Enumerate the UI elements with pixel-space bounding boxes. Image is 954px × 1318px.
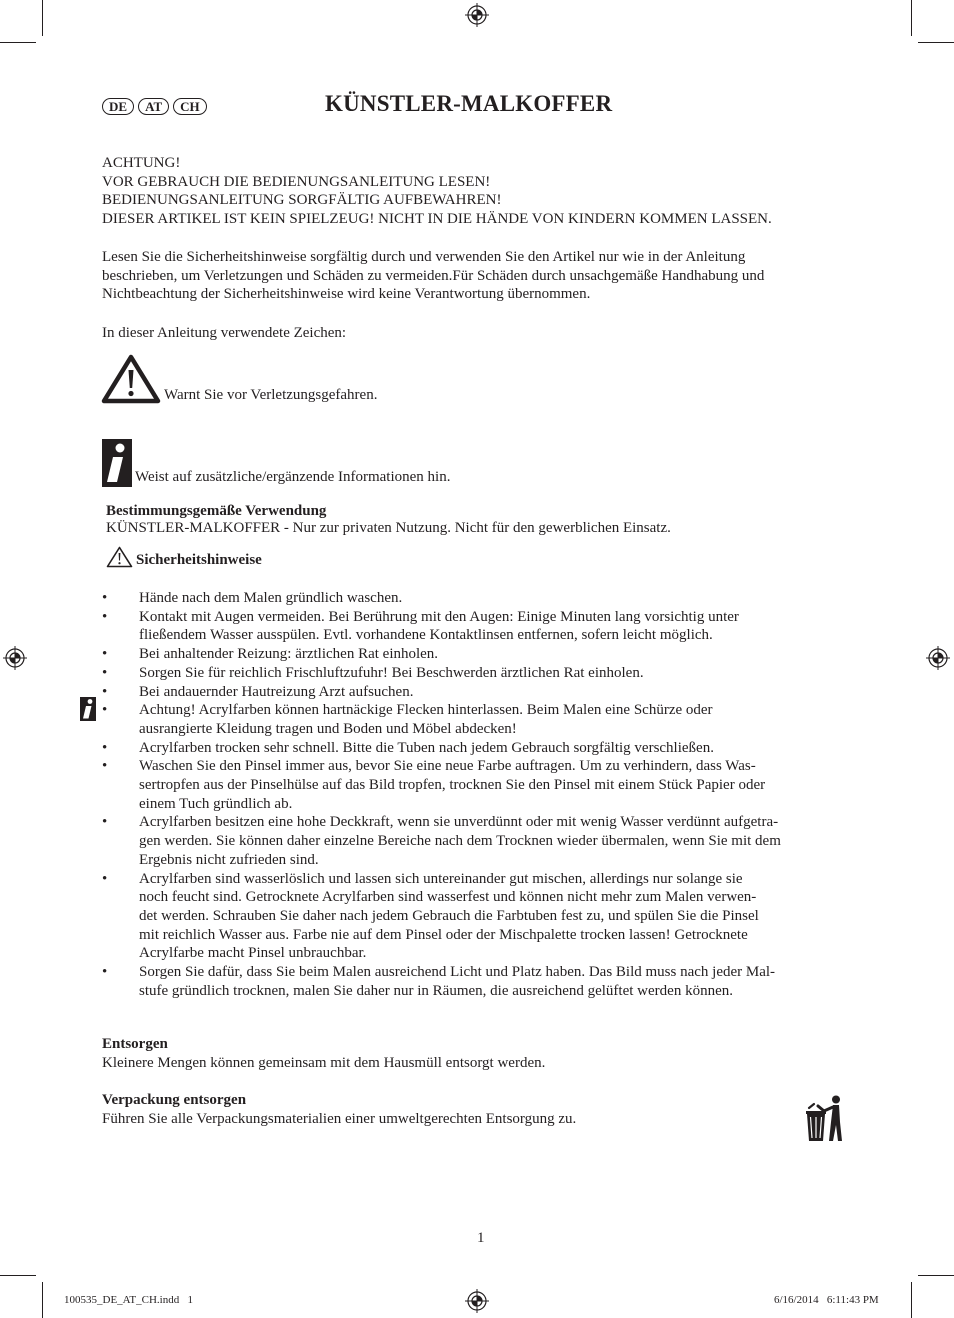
symbol-info-text: Weist auf zusätzliche/ergänzende Informationen hin. xyxy=(135,469,451,485)
registration-mark-icon xyxy=(465,3,489,27)
crop-mark xyxy=(918,42,954,43)
intended-use-section xyxy=(106,502,671,537)
crop-mark xyxy=(911,1282,912,1318)
list-item: • Bei anhaltender Reizung: ärztlichen Rat einholen. xyxy=(102,646,439,663)
registration-mark-icon xyxy=(926,646,950,670)
bullet: • xyxy=(102,739,108,756)
bullet: • xyxy=(102,758,108,775)
list-item: • Kontakt mit Augen vermeiden. Bei Berührung mit den Augen: Einige Minuten lang vorsichtig unter fließendem Wasser ausspülen. Evtl. vorhandene Kontaktlinsen entfernen, sofern leicht möglich. xyxy=(102,608,739,644)
disposal-section xyxy=(102,1035,545,1072)
symbol-warning-text: Warnt Sie vor Verletzungsgefahren. xyxy=(164,387,378,403)
info-i-icon xyxy=(80,697,96,721)
bullet: • xyxy=(102,590,108,606)
bullet: • xyxy=(102,814,108,831)
packaging-heading: Verpackung entsorgen xyxy=(102,1092,247,1108)
crop-mark xyxy=(0,42,36,43)
safety-heading: Sicherheitshinweise xyxy=(136,552,262,568)
country-code: DE xyxy=(102,98,134,115)
crop-mark xyxy=(42,1282,43,1318)
list-item: • Acrylfarben sind wasserlöslich und lassen sich untereinander gut mischen, allerdings nur solange sie noch feucht sind. Getrocknete Acrylfarben sind wasserfest und können nicht mehr zum Malen verwen- det werden. Schrauben Sie daher nach jedem Gebrauch die Farbtuben fest zu, und spülen Sie die Pinsel mit reichlich Wasser aus. Farbe nie auf dem Pinsel oder der Mischpalette trocken lassen! Getrocknete Acrylfarbe macht Pinsel unbrauchbar. xyxy=(102,870,759,962)
packaging-section xyxy=(102,1091,576,1128)
symbols-intro: In dieser Anleitung verwendete Zeichen: xyxy=(102,325,347,341)
list-item: • Acrylfarben besitzen eine hohe Deckkraft, wenn sie unverdünnt oder mit wenig Wasser verdünnt aufgetra- gen werden. Sie können daher einzelne Bereiche nach dem Trocknen wieder übermalen, wenn Sie mit dem Ergebnis nicht zufrieden sind. xyxy=(102,814,781,868)
country-code: CH xyxy=(173,98,207,115)
list-item: • Sorgen Sie für reichlich Frischluftzufuhr! Bei Beschwerden ärztlichen Rat einholen. xyxy=(102,664,644,681)
bullet: • xyxy=(102,683,108,700)
intro-line: beschrieben, um Verletzungen und Schäden zu vermeiden.Für Schäden durch unsachgemäße Handhabung und xyxy=(102,267,765,284)
slug-timestamp: 6/16/2014 6:11:43 PM xyxy=(774,1294,879,1306)
warning-triangle-icon xyxy=(106,546,133,568)
list-item: • Acrylfarben trocken sehr schnell. Bitte die Tuben nach jedem Gebrauch sorgfältig verschließen. xyxy=(102,739,714,756)
crop-mark xyxy=(918,1275,954,1276)
warning-line: VOR GEBRAUCH DIE BEDIENUNGSANLEITUNG LESEN! xyxy=(102,173,491,190)
crop-mark xyxy=(42,0,43,36)
intended-use-text: KÜNSTLER-MALKOFFER - Nur zur privaten Nutzung. Nicht für den gewerblichen Einsatz. xyxy=(106,519,671,536)
registration-mark-icon xyxy=(465,1289,489,1313)
country-codes xyxy=(102,98,211,116)
intro-line: Lesen Sie die Sicherheitshinweise sorgfältig durch und verwenden Sie den Artikel nur wie in der Anleitung xyxy=(102,249,746,265)
bullet: • xyxy=(102,608,108,625)
bullet: • xyxy=(102,646,108,663)
safety-list xyxy=(102,589,862,1000)
warning-line: BEDIENUNGSANLEITUNG SORGFÄLTIG AUFBEWAHREN! xyxy=(102,192,502,209)
info-i-icon xyxy=(102,439,132,487)
slug-file: 100535_DE_AT_CH.indd 1 xyxy=(64,1294,193,1306)
list-item: • Bei andauernder Hautreizung Arzt aufsuchen. xyxy=(102,683,414,700)
warning-line: DIESER ARTIKEL IST KEIN SPIELZEUG! NICHT IN DIE HÄNDE VON KINDERN KOMMEN LASSEN. xyxy=(102,211,772,228)
list-item: • Achtung! Acrylfarben können hartnäckige Flecken hinterlassen. Beim Malen eine Schürze oder ausrangierte Kleidung tragen und Boden und Möbel abdecken! xyxy=(102,702,713,737)
list-item: • Hände nach dem Malen gründlich waschen. xyxy=(102,590,403,606)
intro-line: Nichtbeachtung der Sicherheitshinweise wird keine Verantwortung übernommen. xyxy=(102,286,591,303)
intro-paragraph xyxy=(102,248,764,304)
trash-bin-person-icon xyxy=(805,1095,843,1143)
page-number: 1 xyxy=(477,1230,485,1246)
bullet: • xyxy=(102,664,108,681)
bullet: • xyxy=(102,964,108,981)
crop-mark xyxy=(0,1275,36,1276)
bullet: • xyxy=(102,702,108,719)
registration-mark-icon xyxy=(3,646,27,670)
disposal-heading: Entsorgen xyxy=(102,1036,168,1052)
crop-mark xyxy=(911,0,912,36)
country-code: AT xyxy=(138,98,169,115)
warning-block xyxy=(102,154,772,229)
packaging-text: Führen Sie alle Verpackungsmaterialien einer umweltgerechten Entsorgung zu. xyxy=(102,1110,577,1127)
list-item: • Waschen Sie den Pinsel immer aus, bevor Sie eine neue Farbe auftragen. Um zu verhindern, dass Was- sertropfen aus der Pinselhülse auf das Bild tropfen, trocknen Sie den Pinsel mit einem Stück Papier oder einem Tuch gründlich ab. xyxy=(102,758,766,812)
warning-triangle-icon xyxy=(101,354,161,404)
warning-line: ACHTUNG! xyxy=(102,155,181,171)
list-item: • Sorgen Sie dafür, dass Sie beim Malen ausreichend Licht und Platz haben. Das Bild muss nach jeder Mal- stufe gründlich trocknen, malen Sie daher nur in Räumen, die ausreichend gelüftet werden können. xyxy=(102,964,776,999)
bullet: • xyxy=(102,870,108,887)
document-title: KÜNSTLER-MALKOFFER xyxy=(325,91,613,116)
disposal-text: Kleinere Mengen können gemeinsam mit dem Hausmüll entsorgt werden. xyxy=(102,1054,546,1071)
intended-use-heading: Bestimmungsgemäße Verwendung xyxy=(106,503,327,519)
